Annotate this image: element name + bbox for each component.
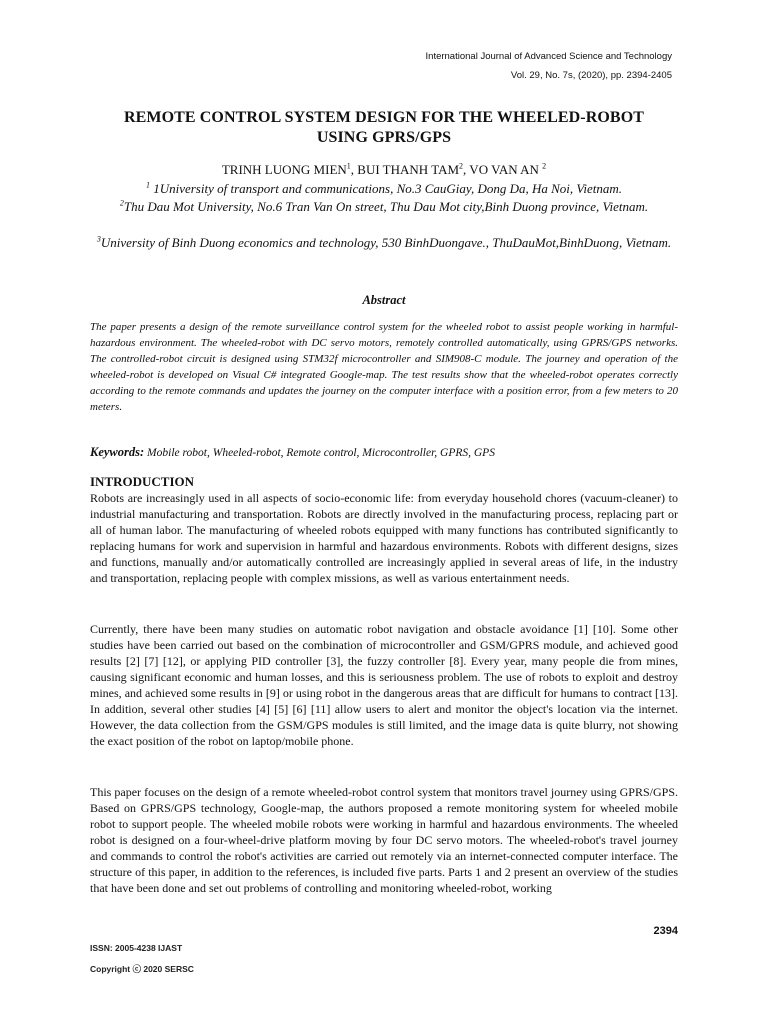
- footer-issn: ISSN: 2005-4238 IJAST: [90, 943, 183, 953]
- affiliation-3-mark: 3: [96, 234, 101, 244]
- paper-title-line-1: REMOTE CONTROL SYSTEM DESIGN FOR THE WHEELED-ROBOT: [123, 109, 645, 126]
- footer-copyright: Copyright ⓒ 2020 SERSC: [90, 964, 194, 974]
- affiliation-3-text: University of Binh Duong economics and technology, 530 BinhDuongave., ThuDauMot,BinhDuong, Vietnam.: [100, 235, 672, 250]
- affiliation-2: [90, 198, 678, 216]
- keywords-text: Mobile robot, Wheeled-robot, Remote control, Microcontroller, GPRS, GPS: [144, 447, 495, 459]
- affiliation-1: [90, 180, 678, 198]
- body-paragraph: This paper focuses on the design of a remote wheeled-robot control system that monitors travel journey using GPRS/GPS. Based on GPRS/GPS technology, Google-map, the authors proposed a remote monitoring system for wheeled mobile robot to support people. The wheeled mobile robots were working in harmful and hazardous environments. The wheeled robot is designed on a four-wheel-drive platform moving by four DC servo motors. The wheeled-robot's travel journey and commands to control the robot's activities are carried out remotely via an internet-connected computer interface. The structure of this paper, in addition to the references, is included five parts. Parts 1 and 2 present an overview of the studies that have been done and set out problems of controlling and monitoring wheeled-robot, working: [90, 785, 678, 895]
- author-3: , VO VAN AN: [463, 162, 543, 177]
- journal-name: International Journal of Advanced Science and Technology: [425, 51, 672, 62]
- author-1-affiliation-mark: 1: [346, 161, 351, 171]
- page-number: 2394: [653, 925, 678, 937]
- affiliation-1-text: 1University of transport and communications, No.3 CauGiay, Dong Da, Ha Noi, Vietnam.: [149, 181, 623, 196]
- abstract-heading: Abstract: [362, 293, 406, 307]
- keywords-line: [90, 445, 678, 460]
- author-1: TRINH LUONG MIEN: [221, 162, 347, 177]
- affiliation-2-text: Thu Dau Mot University, No.6 Tran Van On street, Thu Dau Mot city,Binh Duong province, Vietnam.: [123, 199, 649, 214]
- author-2-affiliation-mark: 2: [459, 161, 464, 171]
- author-2: , BUI THANH TAM: [350, 162, 460, 177]
- affiliation-3: [90, 234, 678, 252]
- paper-title-line-2: USING GPRS/GPS: [316, 129, 452, 146]
- author-3-affiliation-mark: 2: [542, 161, 547, 171]
- body-paragraph: Currently, there have been many studies on automatic robot navigation and obstacle avoidance [1] [10]. Some other studies have been carried out based on the combination of microcontroller and GSM/GPRS module, and achieved good results [2] [7] [12], or applying PID controller [3], the fuzzy controller [8]. Every year, many people die from mines, causing significant economic and human losses, and this is seriousness problem. The use of robots to exploit and destroy mines, and achieved some results in [9] or using robot in the dangerous areas that are difficult for humans to contract [13]. In addition, several other studies [4] [5] [6] [11] allow users to alert and monitor the object's location via the internet. However, the data collection from the GSM/GPS modules is still limited, and the image data is quite blurry, not showing the exact position of the robot on laptop/mobile phone.: [90, 622, 678, 748]
- keywords-label: Keywords:: [90, 445, 145, 459]
- affiliation-1-mark: 1: [145, 180, 150, 190]
- journal-volume-info: Vol. 29, No. 7s, (2020), pp. 2394-2405: [510, 70, 672, 81]
- paper-title: [90, 108, 678, 148]
- section-heading-introduction: INTRODUCTION: [90, 474, 195, 489]
- affiliation-2-mark: 2: [119, 198, 124, 208]
- author-list: [90, 162, 678, 178]
- abstract-body: The paper presents a design of the remote surveillance control system for the wheeled robot to assist people working in harmful-hazardous environment. The wheeled-robot with DC servo motors, remotely controlled automatically, using GPRS/GPS networks. The controlled-robot circuit is designed using STM32f microcontroller and SIM908-C module. The journey and operation of the wheeled-robot is developed on Visual C# integrated Google-map. The test results show that the wheeled-robot operates correctly according to the remote commands and updates the journey on the computer interface with a position error, from a few meters to 20 meters.: [90, 321, 678, 413]
- body-paragraph: Robots are increasingly used in all aspects of socio-economic life: from everyday household chores (vacuum-cleaner) to industrial manufacturing and transportation. Robots are directly involved in the manufacturing process, replacing part or all of human labor. The manufacturing of wheeled robots equipped with many functions has contributed significantly to replacing humans for work and supervision in harmful and hazardous environments. Robots with different designs, sizes and functions, manually and/or automatically controlled are increasingly applied in several areas of life, in the industry and transportation, replacing people with complex missions, as well as various entertainment needs.: [90, 491, 678, 585]
